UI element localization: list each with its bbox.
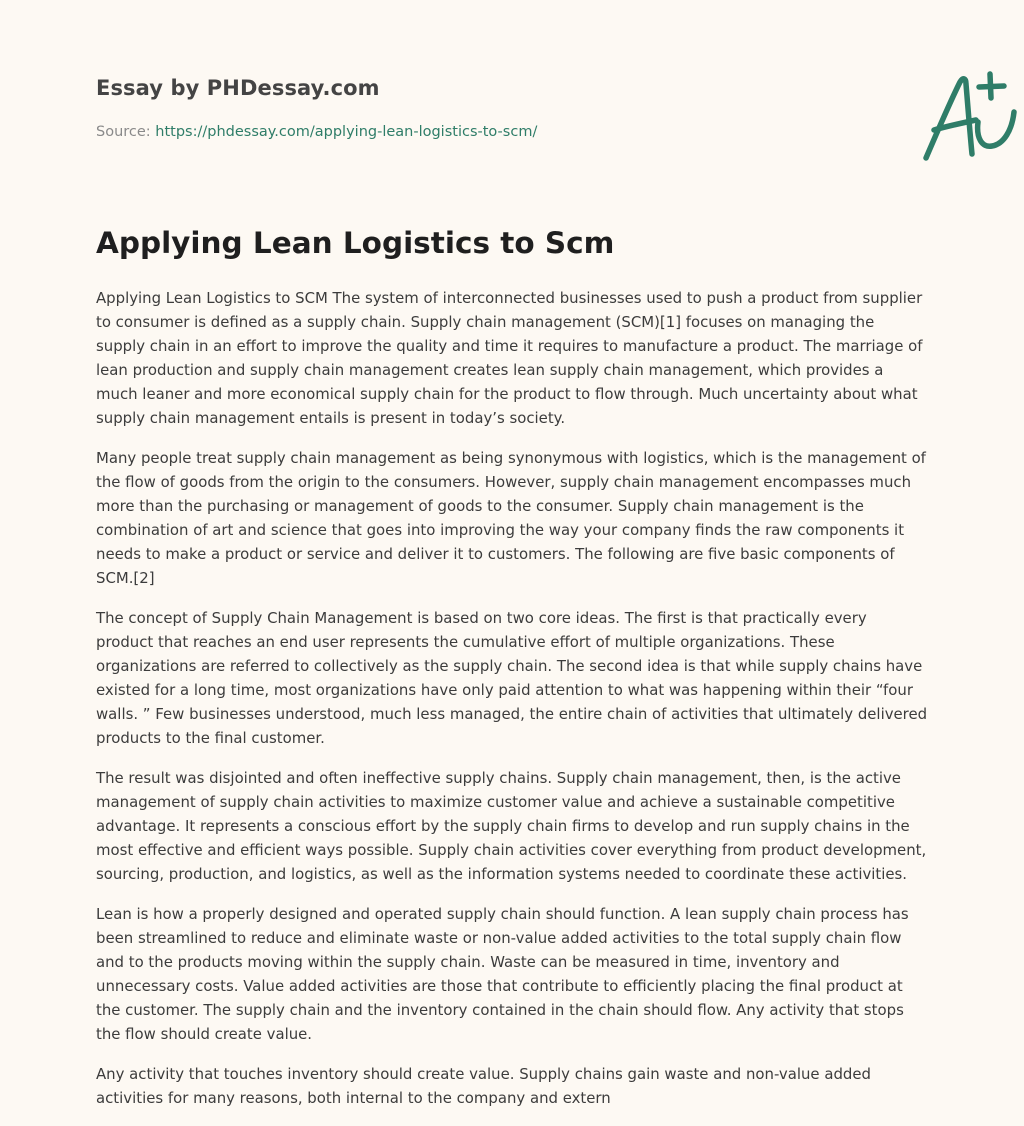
essay-paragraph: Many people treat supply chain management as being synonymous with logistics, which is the management of the flow of goods from the origin to the consumers. However, supply chain management encompasses much more than the purchasing or management of goods to the consumer. Supply chain management is the combination of art and science that goes into improving the way your company finds the raw components it needs to make a product or service and deliver it to customers. The following are five basic components of SCM.[2] (96, 449, 926, 587)
essay-paragraph: The result was disjointed and often ineffective supply chains. Supply chain management, then, is the active management of supply chain activities to maximize customer value and achieve a sustainable competitive advantage. It represents a conscious effort by the supply chain firms to develop and run supply chains in the most effective and efficient ways possible. Supply chain activities cover everything from product development, sourcing, production, and logistics, as well as the information systems needed to coordinate these activities. (96, 769, 927, 883)
source-link[interactable]: https://phdessay.com/applying-lean-logistics-to-scm/ (155, 124, 538, 140)
essay-paragraph: Any activity that touches inventory should create value. Supply chains gain waste and non-value added activities for many reasons, both internal to the company and extern (96, 1065, 871, 1107)
source-line (96, 124, 537, 140)
essay-title: Applying Lean Logistics to Scm (96, 226, 615, 260)
essay-paragraph: The concept of Supply Chain Management is based on two core ideas. The first is that practically every product that reaches an end user represents the cumulative effort of multiple organizations. These organizations are referred to collectively as the supply chain. The second idea is that while supply chains have existed for a long time, most organizations have only paid attention to what was happening within their “four walls. ” Few businesses understood, much less managed, the entire chain of activities that ultimately delivered products to the final customer. (96, 609, 928, 747)
site-title: Essay by PHDessay.com (96, 76, 380, 100)
a-plus-logo-icon (916, 68, 1024, 168)
source-label: Source: (96, 124, 151, 140)
essay-paragraph: Applying Lean Logistics to SCM The system of interconnected businesses used to push a product from supplier to consumer is defined as a supply chain. Supply chain management (SCM)[1] focuses on managing the supply chain in an effort to improve the quality and time it requires to manufacture a product. The marriage of lean production and supply chain management creates lean supply chain management, which provides a much leaner and more economical supply chain for the product to flow through. Much uncertainty about what supply chain management entails is present in today’s society. (96, 289, 923, 427)
essay-paragraph: Lean is how a properly designed and operated supply chain should function. A lean supply chain process has been streamlined to reduce and eliminate waste or non-value added activities to the total supply chain flow and to the products moving within the supply chain. Waste can be measured in time, inventory and unnecessary costs. Value added activities are those that contribute to efficiently placing the final product at the customer. The supply chain and the inventory contained in the chain should flow. Any activity that stops the flow should create value. (96, 905, 909, 1043)
essay-body (96, 286, 928, 1126)
